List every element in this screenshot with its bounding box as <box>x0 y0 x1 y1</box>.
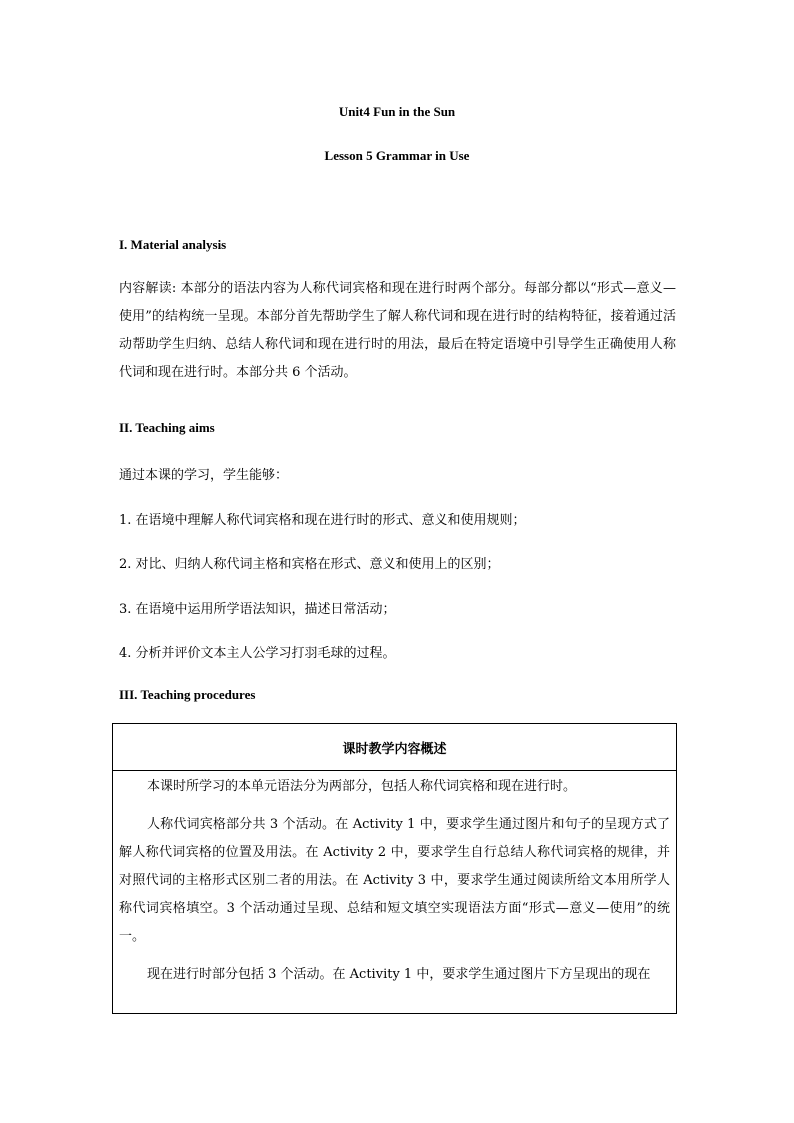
teaching-aim-1: 1. 在语境中理解人称代词宾格和现在进行时的形式、意义和使用规则； <box>119 513 526 528</box>
table-paragraph-3: 现在进行时部分包括 3 个活动。在 Activity 1 中，要求学生通过图片下方呈现出的现在 <box>147 967 651 982</box>
teaching-aims-intro: 通过本课的学习，学生能够： <box>119 468 289 483</box>
procedures-table <box>112 723 677 1014</box>
teaching-aim-3: 3. 在语境中运用所学语法知识，描述日常活动； <box>119 602 396 617</box>
section-heading-teaching-aims: II. Teaching aims <box>119 420 215 435</box>
lesson-title: Lesson 5 Grammar in Use <box>324 148 470 163</box>
section-heading-teaching-procedures: III. Teaching procedures <box>119 687 256 702</box>
section-heading-material-analysis: I. Material analysis <box>119 237 227 252</box>
teaching-aim-4: 4. 分析并评价文本主人公学习打羽毛球的过程。 <box>119 646 396 661</box>
table-paragraph-2: 人称代词宾格部分共 3 个活动。在 Activity 1 中，要求学生通过图片和句子的呈现方式了解人称代词宾格的位置及用法。在 Activity 2 中，要求学生自行总结人称代词宾格的规律，并对照代词的主格形式区别二者的用法。在 Activity 3 中，要求学生通过阅读所给文本用所学人称代词宾格填空。3 个活动通过呈现、总结和短文填空实现语法方面“形式—意义—使用”的统一。 <box>119 817 670 944</box>
table-header: 课时教学内容概述 <box>113 724 676 771</box>
material-analysis-paragraph: 内容解读: 本部分的语法内容为人称代词宾格和现在进行时两个部分。每部分都以“形式—意义—使用”的结构统一呈现。本部分首先帮助学生了解人称代词和现在进行时的结构特征，接着通过活动帮助学生归纳、总结人称代词和现在进行时的用法，最后在特定语境中引导学生正确使用人称代词和现在进行时。本部分共 6 个活动。 <box>119 281 676 380</box>
table-paragraph-1: 本课时所学习的本单元语法分为两部分，包括人称代词宾格和现在进行时。 <box>147 779 577 794</box>
teaching-aim-2: 2. 对比、归纳人称代词主格和宾格在形式、意义和使用上的区别； <box>119 557 500 572</box>
table-body <box>113 773 676 989</box>
unit-title: Unit4 Fun in the Sun <box>338 104 456 119</box>
